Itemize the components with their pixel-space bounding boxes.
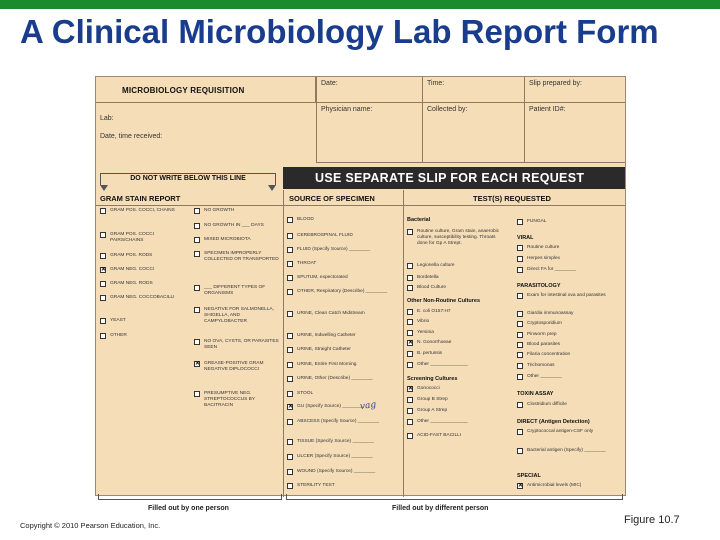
copyright-text: Copyright © 2010 Pearson Education, Inc.: [20, 521, 161, 530]
checkbox-icon[interactable]: [100, 281, 106, 287]
checkbox-label: Direct FA for ________: [527, 267, 577, 272]
checkbox-label: B. pertussis: [417, 351, 443, 356]
checkbox-icon[interactable]: [517, 256, 523, 262]
tests-header: TEST(S) REQUESTED: [403, 190, 625, 206]
checkbox-item[interactable]: [194, 285, 280, 297]
checkbox-item[interactable]: [287, 376, 397, 382]
checkbox-item[interactable]: [287, 469, 397, 475]
checkbox-icon[interactable]: [100, 295, 106, 301]
slip-prepared-cell[interactable]: [525, 77, 625, 103]
divider-specimen-tests: [403, 190, 404, 497]
checkbox-icon[interactable]: [287, 454, 293, 460]
slide-top-bar: [0, 0, 720, 9]
page-title: A Clinical Microbiology Lab Report Form: [20, 13, 659, 50]
checkbox-icon[interactable]: [287, 289, 293, 295]
checkbox-label: FLUID (Specify Source) ________: [297, 247, 371, 252]
requisition-title-cell: [96, 77, 316, 103]
checkbox-label: GRAM POS. COCCI, CHAINS: [110, 208, 175, 213]
checkbox-item[interactable]: [287, 275, 397, 281]
checkbox-label: NO GROWTH: [204, 208, 235, 213]
checkbox-label: URINE, Entire First Morning: [297, 362, 357, 367]
checkbox-icon[interactable]: [194, 285, 200, 291]
checkbox-icon[interactable]: [287, 469, 293, 475]
checkbox-item[interactable]: [517, 311, 617, 317]
checkbox-label: Bacterial antigen (Specify) ________: [527, 448, 606, 453]
checkbox-checked-icon[interactable]: ✕: [518, 483, 524, 489]
checkbox-item[interactable]: [287, 483, 397, 489]
checkbox-icon[interactable]: [407, 309, 413, 315]
checkbox-label: PRESUMPTIVE NEG. STREPTOCOCCUS BY BACITRACIN: [204, 391, 255, 408]
checkbox-item[interactable]: [517, 483, 617, 489]
checkbox-label: YEAST: [110, 318, 126, 323]
checkbox-label: Yersinia: [417, 330, 434, 335]
checkbox-item[interactable]: [100, 232, 188, 244]
checkbox-item[interactable]: [194, 223, 280, 229]
checkbox-item[interactable]: [287, 289, 397, 295]
checkbox-label: STOOL: [297, 391, 314, 396]
checkbox-item[interactable]: [407, 309, 503, 315]
checkbox-label: GREASE-POSITIVE GRAM NEGATIVE DIPLOCOCCI: [204, 361, 264, 372]
checkbox-icon[interactable]: [517, 245, 523, 251]
checkbox-icon[interactable]: [517, 429, 523, 435]
checkbox-item[interactable]: [100, 208, 188, 214]
checkbox-item[interactable]: [100, 318, 188, 324]
checkbox-label: Other ________: [527, 374, 562, 379]
checkbox-label: MIXED MICROBIOTA: [204, 237, 251, 242]
checkbox-icon[interactable]: [407, 433, 413, 439]
checkbox-icon[interactable]: [517, 448, 523, 454]
checkbox-label: ACID-FAST BACILLI: [417, 433, 462, 438]
special-section-title: SPECIAL: [517, 473, 541, 479]
checkbox-icon[interactable]: [287, 391, 293, 397]
checkbox-item[interactable]: [194, 339, 280, 351]
checkbox-icon[interactable]: [194, 223, 200, 229]
checkbox-item[interactable]: [287, 261, 397, 267]
checkbox-item[interactable]: [287, 404, 397, 410]
checkbox-label: TISSUE (Specify Source) ________: [297, 439, 374, 444]
checkbox-label: NO GROWTH IN ___ DAYS: [204, 223, 264, 228]
checkbox-label: Exam for intestinal ova and parasites: [527, 293, 606, 298]
checkbox-label: Blood parasites: [527, 342, 561, 347]
checkbox-icon[interactable]: [407, 263, 413, 269]
checkbox-item[interactable]: [287, 347, 397, 353]
checkbox-label: Group B Strep: [417, 397, 448, 402]
checkbox-label: Routine culture: [527, 245, 560, 250]
checkbox-label: URINE, Other (Describe) ________: [297, 376, 373, 381]
checkbox-label: SPECIMEN IMPROPERLY COLLECTED OR TRANSPORTED: [204, 251, 279, 262]
checkbox-label: Gonococci: [417, 386, 440, 391]
checkbox-label: Pinworm prep: [527, 332, 557, 337]
checkbox-icon[interactable]: [407, 419, 413, 425]
checkbox-label: CEREBROSPINAL FLUID: [297, 233, 353, 238]
filled-different-person-label: Filled out by different person: [392, 505, 489, 512]
checkbox-icon[interactable]: [407, 319, 413, 325]
checkbox-item[interactable]: [407, 351, 503, 357]
checkbox-label: GU (Specify Source) ________: [297, 404, 364, 409]
checkbox-item[interactable]: [287, 391, 397, 397]
collected-by-label: Collected by:: [427, 106, 468, 113]
checkbox-icon[interactable]: [517, 321, 523, 327]
checkbox-label: Other ______________: [417, 419, 468, 424]
checkbox-icon[interactable]: [287, 347, 293, 353]
checkbox-item[interactable]: [100, 333, 188, 339]
checkbox-label: STERILITY TEST: [297, 483, 335, 488]
time-cell[interactable]: [423, 77, 525, 103]
checkbox-item[interactable]: [517, 256, 617, 262]
checkbox-label: GRAM NEG. RODS: [110, 281, 153, 286]
checkbox-icon[interactable]: [287, 217, 293, 223]
checkbox-icon[interactable]: [407, 275, 413, 281]
date-label: Date:: [321, 80, 338, 87]
checkbox-item[interactable]: [407, 408, 503, 414]
checkbox-item[interactable]: [517, 402, 617, 408]
checkbox-checked-icon[interactable]: ✕: [101, 267, 107, 273]
checkbox-label: BLOOD: [297, 217, 314, 222]
checkbox-item[interactable]: [407, 419, 503, 425]
divider-gram-specimen: [283, 190, 284, 497]
checkbox-item[interactable]: [407, 433, 503, 439]
checkbox-icon[interactable]: [407, 362, 413, 368]
checkbox-label: Giardia immunoassay: [527, 311, 574, 316]
checkbox-item[interactable]: [407, 275, 503, 281]
checkbox-icon[interactable]: [194, 307, 200, 313]
checkbox-item[interactable]: [517, 342, 617, 348]
checkbox-icon[interactable]: [407, 330, 413, 336]
lab-label: Lab:: [100, 115, 114, 122]
checkbox-icon[interactable]: [287, 333, 293, 339]
checkbox-label: Other ______________: [417, 362, 468, 367]
checkbox-checked-icon[interactable]: ✕: [408, 386, 414, 392]
patient-id-label: Patient ID#:: [529, 106, 566, 113]
checkbox-item[interactable]: [407, 386, 503, 392]
collected-by-cell[interactable]: [423, 103, 525, 163]
checkbox-label: OTHER, Respiratory (Describe) ________: [297, 289, 388, 294]
checkbox-item[interactable]: [194, 208, 280, 214]
checkbox-label: GRAM POS. COCCI PAIRS/CHAINS: [110, 232, 154, 243]
checkbox-item[interactable]: [100, 253, 188, 259]
checkbox-label: N. Gonorrhoeae: [417, 340, 452, 345]
checkbox-item[interactable]: [517, 267, 617, 273]
checkbox-icon[interactable]: [517, 342, 523, 348]
physician-label: Physician name:: [321, 106, 373, 113]
checkbox-label: E. coli O157:H7: [417, 309, 451, 314]
checkbox-item[interactable]: [517, 321, 617, 327]
checkbox-label: Cryptosporidium: [527, 321, 562, 326]
checkbox-label: GRAM NEG. COCCI: [110, 267, 155, 272]
checkbox-label: GRAM NEG. COCCOBACILLI: [110, 295, 175, 300]
checkbox-label: ABSCESS (Specify Source) ________: [297, 419, 380, 424]
checkbox-item[interactable]: [287, 217, 397, 223]
checkbox-checked-icon[interactable]: ✕: [288, 404, 294, 410]
checkbox-icon[interactable]: [407, 351, 413, 357]
checkbox-item[interactable]: [287, 247, 397, 253]
checkbox-item[interactable]: [287, 311, 397, 317]
checkbox-label: Antimicrobial levels (MIC): [527, 483, 582, 488]
checkbox-label: Clostridium difficile: [527, 402, 567, 407]
checkbox-item[interactable]: [194, 361, 280, 373]
checkbox-icon[interactable]: [287, 247, 293, 253]
checkbox-label: OTHER: [110, 333, 127, 338]
checkbox-icon[interactable]: [287, 275, 293, 281]
checkbox-label: THROAT: [297, 261, 317, 266]
checkbox-icon[interactable]: [287, 419, 293, 425]
checkbox-icon[interactable]: [407, 408, 413, 414]
checkbox-label: Blood Culture: [417, 285, 447, 290]
bacterial-section-title: Bacterial: [407, 217, 431, 223]
checkbox-icon[interactable]: [287, 311, 293, 317]
checkbox-item[interactable]: [517, 363, 617, 369]
checkbox-label: WOUND (Specify Source) ________: [297, 469, 376, 474]
checkbox-item[interactable]: [407, 263, 503, 269]
checkbox-label: Cryptococcal antigen-CSF only: [527, 429, 594, 434]
checkbox-item[interactable]: [407, 285, 503, 291]
checkbox-icon[interactable]: [287, 439, 293, 445]
checkbox-item[interactable]: [287, 439, 397, 445]
checkbox-icon[interactable]: [287, 261, 293, 267]
checkbox-icon[interactable]: [517, 219, 523, 225]
checkbox-item[interactable]: [517, 245, 617, 251]
checkbox-icon[interactable]: [194, 237, 200, 243]
checkbox-item[interactable]: [517, 332, 617, 338]
checkbox-item[interactable]: [517, 219, 617, 225]
lab-report-form: [95, 76, 626, 496]
checkbox-icon[interactable]: [100, 232, 106, 238]
direct-section-title: DIRECT (Antigen Detection): [517, 419, 590, 425]
checkbox-label: Group A Strep: [417, 408, 448, 413]
checkbox-label: Bordetella: [417, 275, 439, 280]
checkbox-label: ___ DIFFERENT TYPES OF ORGANISMS: [204, 285, 266, 296]
checkbox-label: Filaria concentration: [527, 352, 571, 357]
gram-stain-header: GRAM STAIN REPORT: [96, 190, 283, 206]
checkbox-item[interactable]: [407, 362, 503, 368]
one-person-bracket: [98, 494, 282, 500]
checkbox-checked-icon[interactable]: ✕: [195, 361, 201, 367]
checkbox-item[interactable]: [287, 362, 397, 368]
checkbox-icon[interactable]: [100, 253, 106, 259]
checkbox-item[interactable]: [194, 307, 280, 325]
date-time-received-label: Date, time received:: [100, 133, 163, 140]
checkbox-label: GRAM POS. RODS: [110, 253, 153, 258]
filled-one-person-label: Filled out by one person: [148, 505, 229, 512]
viral-section-title: VIRAL: [517, 235, 534, 241]
checkbox-label: Vibrio: [417, 319, 430, 324]
time-label: Time:: [427, 80, 445, 87]
checkbox-item[interactable]: [100, 267, 188, 273]
checkbox-icon[interactable]: [517, 374, 523, 380]
checkbox-item[interactable]: [517, 374, 617, 380]
checkbox-item[interactable]: [517, 448, 617, 454]
checkbox-item[interactable]: [407, 330, 503, 336]
checkbox-item[interactable]: [517, 352, 617, 358]
checkbox-icon[interactable]: [517, 311, 523, 317]
parasitology-section-title: PARASITOLOGY: [517, 283, 561, 289]
toxin-section-title: TOXIN ASSAY: [517, 391, 554, 397]
checkbox-icon[interactable]: [517, 352, 523, 358]
checkbox-item[interactable]: [194, 237, 280, 243]
checkbox-icon[interactable]: [407, 229, 413, 235]
checkbox-item[interactable]: [287, 333, 397, 339]
patient-id-cell[interactable]: [525, 103, 625, 163]
checkbox-item[interactable]: [287, 454, 397, 460]
checkbox-label: URINE, Clean Catch Midstream: [297, 311, 365, 316]
physician-cell[interactable]: [316, 103, 423, 163]
checkbox-icon[interactable]: [287, 483, 293, 489]
requisition-header: [96, 77, 625, 163]
figure-label: Figure 10.7: [624, 514, 680, 526]
checkbox-icon[interactable]: [517, 267, 523, 273]
requisition-title: MICROBIOLOGY REQUISITION: [122, 86, 245, 95]
checkbox-item[interactable]: [517, 429, 617, 435]
nonroutine-section-title: Other Non-Routine Cultures: [407, 298, 481, 304]
checkbox-icon[interactable]: [407, 285, 413, 291]
checkbox-icon[interactable]: [407, 397, 413, 403]
screening-section-title: Screening Cultures: [407, 376, 458, 382]
separate-slip-banner: USE SEPARATE SLIP FOR EACH REQUEST: [283, 167, 625, 189]
checkbox-checked-icon[interactable]: ✕: [408, 340, 414, 346]
checkbox-icon[interactable]: [100, 318, 106, 324]
checkbox-icon[interactable]: [194, 339, 200, 345]
checkbox-label: URINE, Straight Catheter: [297, 347, 351, 352]
checkbox-item[interactable]: [407, 319, 503, 325]
checkbox-icon[interactable]: [100, 333, 106, 339]
checkbox-item[interactable]: [287, 233, 397, 239]
handwritten-note: vag: [359, 399, 377, 413]
checkbox-label: FUNGAL: [527, 219, 547, 224]
checkbox-label: ULCER (Specify Source) ________: [297, 454, 373, 459]
checkbox-label: NO OVA, CYSTS, OR PARASITES SEEN: [204, 339, 279, 350]
checkbox-item[interactable]: [100, 295, 188, 301]
checkbox-icon[interactable]: [194, 251, 200, 257]
checkbox-icon[interactable]: [100, 208, 106, 214]
checkbox-icon[interactable]: [517, 363, 523, 369]
checkbox-item[interactable]: [194, 391, 280, 409]
checkbox-label: Routine culture, Gram stain, anaerobic culture, susceptibility testing. Throats done for Gp A Strept.: [417, 229, 500, 246]
checkbox-icon[interactable]: [194, 391, 200, 397]
date-cell[interactable]: [316, 77, 423, 103]
checkbox-label: Trichomonas: [527, 363, 555, 368]
checkbox-icon[interactable]: [287, 233, 293, 239]
slip-prepared-label: Slip prepared by:: [529, 80, 582, 87]
checkbox-label: URINE, Indwelling Catheter: [297, 333, 356, 338]
checkbox-item[interactable]: [194, 251, 280, 263]
checkbox-item[interactable]: [100, 281, 188, 287]
checkbox-icon[interactable]: [194, 208, 200, 214]
checkbox-icon[interactable]: [517, 402, 523, 408]
specimen-header: SOURCE OF SPECIMEN: [283, 190, 403, 206]
checkbox-icon[interactable]: [287, 376, 293, 382]
checkbox-item[interactable]: [407, 229, 503, 247]
checkbox-icon[interactable]: [287, 362, 293, 368]
checkbox-item[interactable]: [517, 293, 617, 299]
checkbox-icon[interactable]: [517, 293, 523, 299]
checkbox-label: Legionella culture: [417, 263, 455, 268]
checkbox-label: Herpes simplex: [527, 256, 561, 261]
do-not-write-line: DO NOT WRITE BELOW THIS LINE: [100, 173, 276, 185]
checkbox-item[interactable]: [407, 397, 503, 403]
checkbox-label: SPUTUM, expectorated: [297, 275, 348, 280]
checkbox-item[interactable]: [287, 419, 397, 425]
checkbox-icon[interactable]: [517, 332, 523, 338]
different-person-bracket: [286, 494, 623, 500]
checkbox-label: NEGATIVE FOR SALMONELLA, SHIGELLA, AND CAMPYLOBACTER: [204, 307, 275, 324]
checkbox-item[interactable]: [407, 340, 503, 346]
